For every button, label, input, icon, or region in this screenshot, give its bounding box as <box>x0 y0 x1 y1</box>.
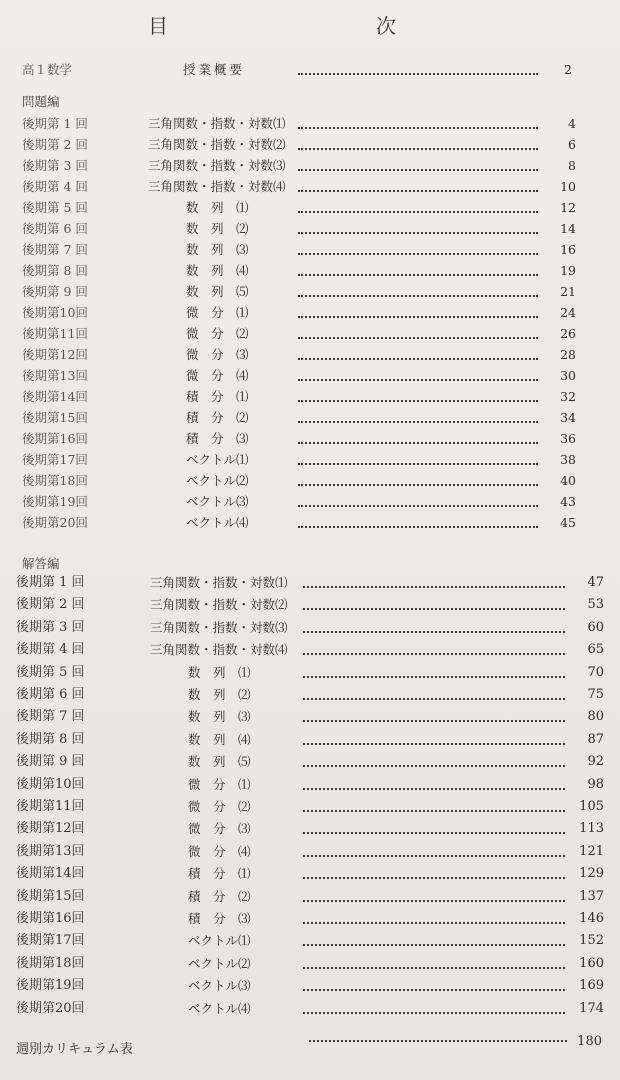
session-label: 後期第16回 <box>22 431 88 446</box>
session-label: 後期第19回 <box>16 978 85 994</box>
dot-leader <box>298 358 538 360</box>
dot-leader <box>298 253 538 255</box>
page-number: 34 <box>560 410 576 425</box>
dot-leader <box>303 676 565 678</box>
session-subject: 微 分 ⑴ <box>186 305 249 320</box>
session-subject: ベクトル⑴ <box>186 452 249 467</box>
page-number: 152 <box>579 933 604 949</box>
curriculum-row <box>16 1034 606 1060</box>
toc-row <box>16 775 606 795</box>
session-subject: 三角関数・指数・対数⑵ <box>148 137 286 152</box>
page-number: 6 <box>568 137 576 152</box>
page-number: 160 <box>579 955 604 971</box>
session-label: 後期第10回 <box>22 305 88 320</box>
toc-row <box>22 261 582 281</box>
session-subject: ベクトル⑵ <box>186 473 249 488</box>
toc-row <box>22 324 582 344</box>
page-number: 60 <box>587 619 604 635</box>
session-label: 後期第16回 <box>16 911 85 926</box>
page-number: 87 <box>587 731 604 747</box>
dot-leader <box>298 505 538 507</box>
session-label: 後期第13回 <box>16 843 85 859</box>
session-subject: 数 列 ⑴ <box>186 200 249 215</box>
toc-row <box>16 976 606 996</box>
toc-row <box>16 640 606 660</box>
dot-leader <box>303 631 565 633</box>
dot-leader <box>298 337 538 339</box>
page-title: 目 次 <box>148 14 452 38</box>
page-number: 53 <box>587 597 604 613</box>
toc-row <box>16 954 606 974</box>
session-subject: 三角関数・指数・対数⑷ <box>148 179 286 194</box>
session-label: 後期第 6 回 <box>16 687 85 702</box>
dot-leader <box>298 484 538 486</box>
toc-row <box>22 345 582 365</box>
toc-row <box>16 663 606 683</box>
session-label: 後期第12回 <box>16 821 85 837</box>
page-number: 169 <box>579 978 604 994</box>
session-subject: 微 分 ⑶ <box>188 821 251 837</box>
dot-leader <box>298 232 538 234</box>
session-subject: 微 分 ⑷ <box>186 368 249 383</box>
session-subject: 微 分 ⑴ <box>188 776 251 792</box>
toc-row <box>16 909 606 929</box>
session-label: 後期第 7 回 <box>22 242 88 257</box>
page-number: 98 <box>587 776 604 792</box>
page-number: 105 <box>579 799 604 814</box>
toc-row <box>22 387 582 407</box>
session-subject: ベクトル⑶ <box>186 494 249 509</box>
dot-leader <box>303 1012 565 1014</box>
session-label: 後期第 3 回 <box>16 619 85 635</box>
session-subject: ベクトル⑷ <box>188 1000 251 1016</box>
dot-leader <box>303 788 565 790</box>
dot-leader <box>303 765 565 767</box>
session-subject: 三角関数・指数・対数⑷ <box>150 642 288 658</box>
toc-row <box>22 135 582 155</box>
session-subject: 数 列 ⑸ <box>188 754 251 770</box>
dot-leader <box>298 73 538 75</box>
page-number: 24 <box>560 305 576 320</box>
overview-label: 高１数学 <box>22 62 73 77</box>
session-subject: 積 分 ⑴ <box>186 389 249 404</box>
page-number: 80 <box>587 709 604 725</box>
toc-row <box>16 887 606 907</box>
session-label: 後期第15回 <box>22 410 88 425</box>
page-number: 43 <box>560 494 576 509</box>
curriculum-page: 180 <box>577 1034 602 1049</box>
session-label: 後期第11回 <box>22 326 88 341</box>
page-number: 129 <box>579 866 604 882</box>
dot-leader <box>303 698 565 700</box>
toc-row <box>22 429 582 449</box>
session-label: 後期第20回 <box>22 515 88 530</box>
toc-row <box>22 240 582 260</box>
session-label: 後期第17回 <box>16 933 85 949</box>
dot-leader <box>303 653 565 655</box>
dot-leader <box>298 148 538 150</box>
dot-leader <box>298 463 538 465</box>
dot-leader <box>303 743 565 745</box>
dot-leader <box>298 127 538 129</box>
session-label: 後期第14回 <box>22 389 88 404</box>
page-number: 26 <box>560 326 576 341</box>
session-subject: ベクトル⑶ <box>188 978 251 994</box>
session-label: 後期第15回 <box>16 888 85 904</box>
toc-row <box>22 219 582 239</box>
session-subject: 微 分 ⑵ <box>186 326 249 341</box>
session-subject: ベクトル⑷ <box>186 515 249 530</box>
toc-row <box>22 156 582 176</box>
overview-row <box>22 60 582 80</box>
page-number: 65 <box>587 642 604 658</box>
page-number: 36 <box>560 431 576 446</box>
session-subject: 積 分 ⑴ <box>188 866 251 882</box>
session-label: 後期第 6 回 <box>22 221 88 236</box>
toc-row <box>16 842 606 862</box>
toc-row <box>16 730 606 750</box>
dot-leader <box>298 295 538 297</box>
page-number: 28 <box>560 347 576 362</box>
session-label: 後期第 1 回 <box>22 116 88 131</box>
toc-row <box>22 366 582 386</box>
session-label: 後期第 9 回 <box>16 754 85 770</box>
dot-leader <box>303 810 565 812</box>
toc-row <box>22 177 582 197</box>
problems-heading: 問題編 <box>22 94 60 109</box>
dot-leader <box>303 989 565 991</box>
session-label: 後期第10回 <box>16 776 85 792</box>
page-number: 19 <box>560 263 576 278</box>
session-label: 後期第12回 <box>22 347 88 362</box>
page-number: 47 <box>587 575 604 590</box>
dot-leader <box>298 421 538 423</box>
dot-leader <box>298 526 538 528</box>
page-number: 45 <box>560 515 576 530</box>
toc-row <box>22 450 582 470</box>
session-label: 後期第 3 回 <box>22 158 88 173</box>
dot-leader <box>303 608 565 610</box>
session-subject: 積 分 ⑵ <box>188 888 251 904</box>
session-label: 後期第 2 回 <box>22 137 88 152</box>
toc-row <box>22 408 582 428</box>
session-label: 後期第 9 回 <box>22 284 88 299</box>
toc-row <box>22 198 582 218</box>
session-subject: 積 分 ⑶ <box>188 911 251 926</box>
dot-leader <box>303 877 565 879</box>
page-number: 137 <box>579 888 604 904</box>
session-label: 後期第13回 <box>22 368 88 383</box>
toc-row <box>16 685 606 705</box>
session-subject: 三角関数・指数・対数⑵ <box>150 597 288 613</box>
toc-row <box>16 864 606 884</box>
session-label: 後期第 1 回 <box>16 575 85 590</box>
page-number: 113 <box>579 821 604 837</box>
toc-row <box>22 492 582 512</box>
page-number: 38 <box>560 452 576 467</box>
session-subject: ベクトル⑵ <box>188 955 251 971</box>
session-label: 後期第 8 回 <box>16 731 85 747</box>
session-label: 後期第18回 <box>22 473 88 488</box>
session-label: 後期第11回 <box>16 799 85 814</box>
session-subject: 三角関数・指数・対数⑴ <box>150 575 288 590</box>
session-label: 後期第 5 回 <box>22 200 88 215</box>
dot-leader <box>298 211 538 213</box>
dot-leader <box>303 922 565 924</box>
dot-leader <box>298 442 538 444</box>
toc-row <box>16 999 606 1019</box>
toc-row <box>22 303 582 323</box>
overview-page: 2 <box>564 62 572 77</box>
dot-leader <box>298 316 538 318</box>
session-subject: 数 列 ⑴ <box>188 664 251 680</box>
dot-leader <box>303 832 565 834</box>
page-number: 121 <box>579 843 604 859</box>
answers-heading: 解答編 <box>22 556 60 571</box>
page-number: 146 <box>579 911 604 926</box>
toc-row <box>16 595 606 615</box>
session-label: 後期第 5 回 <box>16 664 85 680</box>
session-subject: 積 分 ⑵ <box>186 410 249 425</box>
session-label: 後期第18回 <box>16 955 85 971</box>
session-subject: 微 分 ⑶ <box>186 347 249 362</box>
session-subject: 三角関数・指数・対数⑴ <box>148 116 286 131</box>
page-number: 75 <box>587 687 604 702</box>
page-number: 8 <box>568 158 576 173</box>
page-number: 10 <box>560 179 576 194</box>
toc-row <box>16 707 606 727</box>
page-number: 16 <box>560 242 576 257</box>
dot-leader <box>298 379 538 381</box>
toc-row <box>16 819 606 839</box>
page-number: 92 <box>587 754 604 770</box>
dot-leader <box>309 1040 567 1042</box>
session-label: 後期第 4 回 <box>22 179 88 194</box>
toc-row <box>22 114 582 134</box>
toc-row <box>16 573 606 593</box>
session-label: 後期第17回 <box>22 452 88 467</box>
page-number: 40 <box>560 473 576 488</box>
dot-leader <box>298 190 538 192</box>
session-subject: 数 列 ⑷ <box>188 731 251 747</box>
page-number: 4 <box>568 116 576 131</box>
session-subject: 三角関数・指数・対数⑶ <box>148 158 286 173</box>
page-number: 21 <box>560 284 576 299</box>
curriculum-label: 週別カリキュラム表 <box>16 1042 133 1057</box>
dot-leader <box>303 944 565 946</box>
session-subject: 数 列 ⑷ <box>186 263 249 278</box>
session-label: 後期第 2 回 <box>16 597 85 613</box>
toc-row <box>16 752 606 772</box>
toc-row <box>22 513 582 533</box>
session-subject: 微 分 ⑷ <box>188 843 251 859</box>
session-label: 後期第14回 <box>16 866 85 882</box>
session-label: 後期第 4 回 <box>16 642 85 658</box>
session-subject: 数 列 ⑶ <box>188 709 251 725</box>
toc-row <box>16 797 606 817</box>
dot-leader <box>298 274 538 276</box>
page-number: 32 <box>560 389 576 404</box>
session-label: 後期第 7 回 <box>16 709 85 725</box>
page-number: 174 <box>579 1000 604 1016</box>
dot-leader <box>298 400 538 402</box>
toc-row <box>16 931 606 951</box>
page-number: 12 <box>560 200 576 215</box>
session-subject: 数 列 ⑵ <box>186 221 249 236</box>
dot-leader <box>303 855 565 857</box>
overview-subject: 授業概要 <box>183 62 246 77</box>
page-number: 70 <box>587 664 604 680</box>
session-subject: 三角関数・指数・対数⑶ <box>150 619 288 635</box>
dot-leader <box>298 169 538 171</box>
toc-row <box>16 618 606 638</box>
page-number: 14 <box>560 221 576 236</box>
session-label: 後期第 8 回 <box>22 263 88 278</box>
page-number: 30 <box>560 368 576 383</box>
dot-leader <box>303 586 565 588</box>
toc-row <box>22 282 582 302</box>
toc-row <box>22 471 582 491</box>
dot-leader <box>303 720 565 722</box>
session-subject: 微 分 ⑵ <box>188 799 251 814</box>
session-subject: 数 列 ⑵ <box>188 687 251 702</box>
session-label: 後期第19回 <box>22 494 88 509</box>
dot-leader <box>303 900 565 902</box>
session-label: 後期第20回 <box>16 1000 85 1016</box>
session-subject: 数 列 ⑸ <box>186 284 249 299</box>
session-subject: ベクトル⑴ <box>188 933 251 949</box>
session-subject: 数 列 ⑶ <box>186 242 249 257</box>
dot-leader <box>303 967 565 969</box>
session-subject: 積 分 ⑶ <box>186 431 249 446</box>
